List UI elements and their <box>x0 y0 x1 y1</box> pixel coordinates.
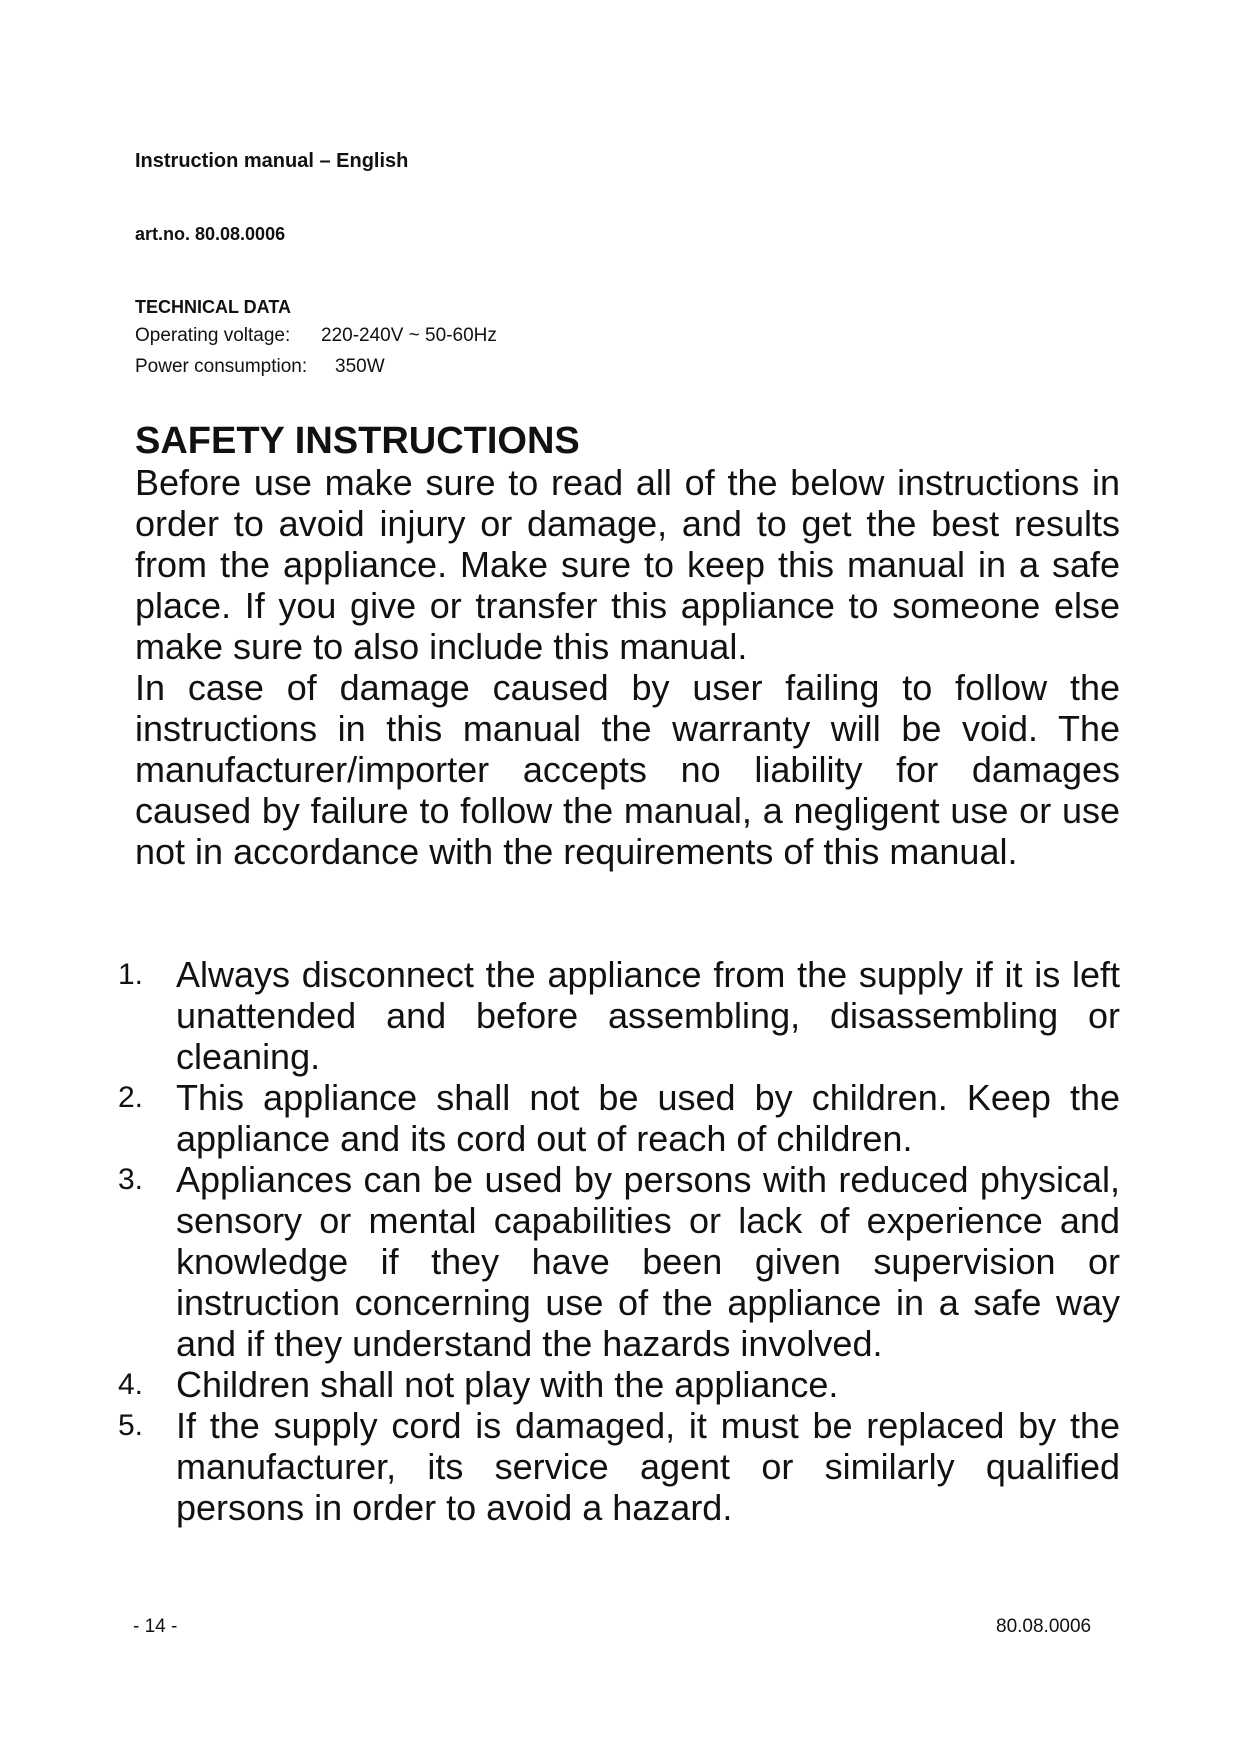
list-item <box>118 954 1120 1077</box>
footer-article-number: 80.08.0006 <box>996 1616 1092 1637</box>
list-text: Children shall not play with the appliance. <box>176 1364 839 1405</box>
list-number: 5. <box>118 1409 144 1442</box>
tech-row-power <box>135 355 385 379</box>
list-item <box>118 1077 1120 1159</box>
tech-label: Operating voltage: <box>135 325 291 346</box>
list-number: 3. <box>118 1163 144 1196</box>
page-number: - 14 - <box>133 1616 178 1637</box>
safety-intro <box>135 462 1120 872</box>
warranty-paragraph: In case of damage caused by user failing to follow the instructions in this manual the warranty will be void. The manufacturer/importer accepts no liability for damages caused by failure to follow the manual, a negligent use or use not in accordance with the requirements of this manual. <box>135 667 1120 872</box>
list-text: If the supply cord is damaged, it must be replaced by the manufacturer, its service agent or similarly qualified persons in order to avoid a hazard. <box>176 1405 1120 1528</box>
intro-paragraph: Before use make sure to read all of the below instructions in order to avoid injury or damage, and to get the best results from the appliance. Make sure to keep this manual in a safe place. If you give or transfer this appliance to someone else make sure to also include this manual. <box>135 462 1120 667</box>
list-text: Appliances can be used by persons with reduced physical, sensory or mental capabilities or lack of experience and knowledge if they have been given supervision or instruction concerning use of the appliance in a safe way and if they understand the hazards involved. <box>176 1159 1120 1364</box>
tech-row-voltage <box>135 324 497 348</box>
technical-data-heading: TECHNICAL DATA <box>135 297 291 317</box>
list-item <box>118 1405 1120 1528</box>
safety-heading: SAFETY INSTRUCTIONS <box>135 420 580 462</box>
article-number: art.no. 80.08.0006 <box>135 224 286 244</box>
tech-value: 220-240V ~ 50-60Hz <box>321 325 497 346</box>
list-item <box>118 1364 1120 1405</box>
manual-title: Instruction manual – English <box>135 150 409 172</box>
list-number: 1. <box>118 958 144 991</box>
list-text: Always disconnect the appliance from the supply if it is left unattended and before assembling, disassembling or cleaning. <box>176 954 1120 1077</box>
list-item <box>118 1159 1120 1364</box>
tech-value: 350W <box>335 356 385 377</box>
list-text: This appliance shall not be used by children. Keep the appliance and its cord out of reach of children. <box>176 1077 1120 1159</box>
tech-label: Power consumption: <box>135 356 308 377</box>
list-number: 2. <box>118 1081 144 1114</box>
list-number: 4. <box>118 1368 144 1401</box>
safety-list <box>118 954 1120 1528</box>
